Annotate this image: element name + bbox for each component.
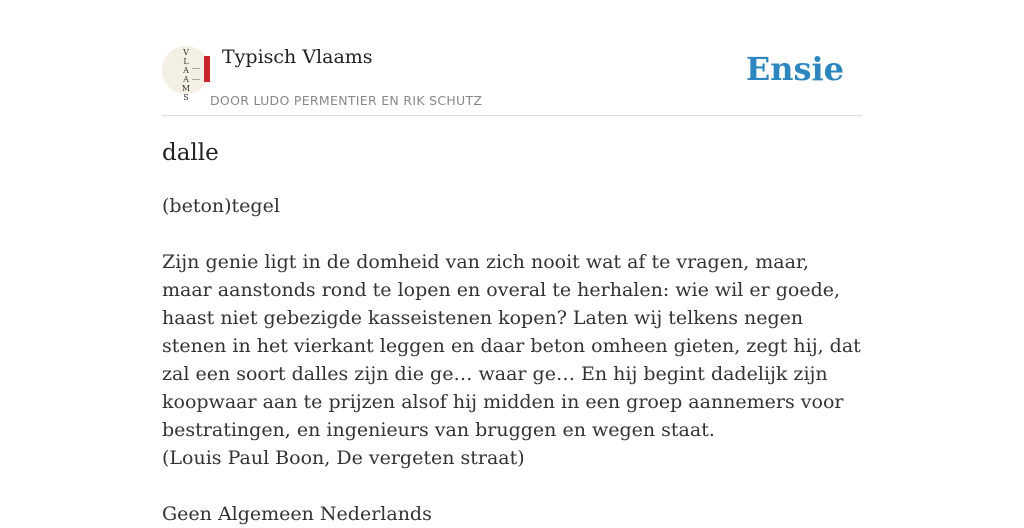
header xyxy=(162,0,862,116)
entry-quote: Zijn genie ligt in de domheid van zich nooit wat af te vragen, maar, maar aanstonds rond te lopen en overal te herhalen: wie wil er goede, haast niet gebezigde kasseistenen kopen? Laten wij telkens negen stenen in het vierkant leggen en daar beton omheen gieten, zegt hij, dat zal een soort dalles zijn die ge… waar ge… En hij begint dadelijk zijn koopwaar aan te prijzen alsof hij midden in een groep aannemers voor bestratingen, en ingenieurs van bruggen en wegen staat. xyxy=(162,251,861,441)
entry-title: dalle xyxy=(162,140,219,166)
avatar-letter: S xyxy=(183,93,189,102)
site-title[interactable]: Typisch Vlaams xyxy=(222,46,373,68)
entry-citation: (Louis Paul Boon, De vergeten straat) xyxy=(162,447,525,469)
page-container xyxy=(162,0,862,525)
avatar-letter: A xyxy=(183,66,189,75)
avatar-letter: V xyxy=(183,48,189,57)
avatar-logo-letters xyxy=(180,48,192,102)
paragraph-spacer xyxy=(162,472,862,500)
entry-footer-text: Geen Algemeen Nederlands xyxy=(162,503,432,525)
paragraph-spacer xyxy=(162,220,862,248)
avatar-decoration xyxy=(192,68,200,80)
byline: DOOR LUDO PERMENTIER EN RIK SCHUTZ xyxy=(210,93,483,108)
entry-body xyxy=(162,192,862,528)
entry-definition: (beton)tegel xyxy=(162,195,280,217)
avatar-letter: M xyxy=(181,84,191,93)
avatar-letter: A xyxy=(183,75,189,84)
avatar-letter: L xyxy=(183,57,189,66)
avatar[interactable] xyxy=(162,46,210,102)
brand-logo[interactable]: Ensie xyxy=(745,50,844,88)
avatar-accent-stripe xyxy=(204,56,210,82)
